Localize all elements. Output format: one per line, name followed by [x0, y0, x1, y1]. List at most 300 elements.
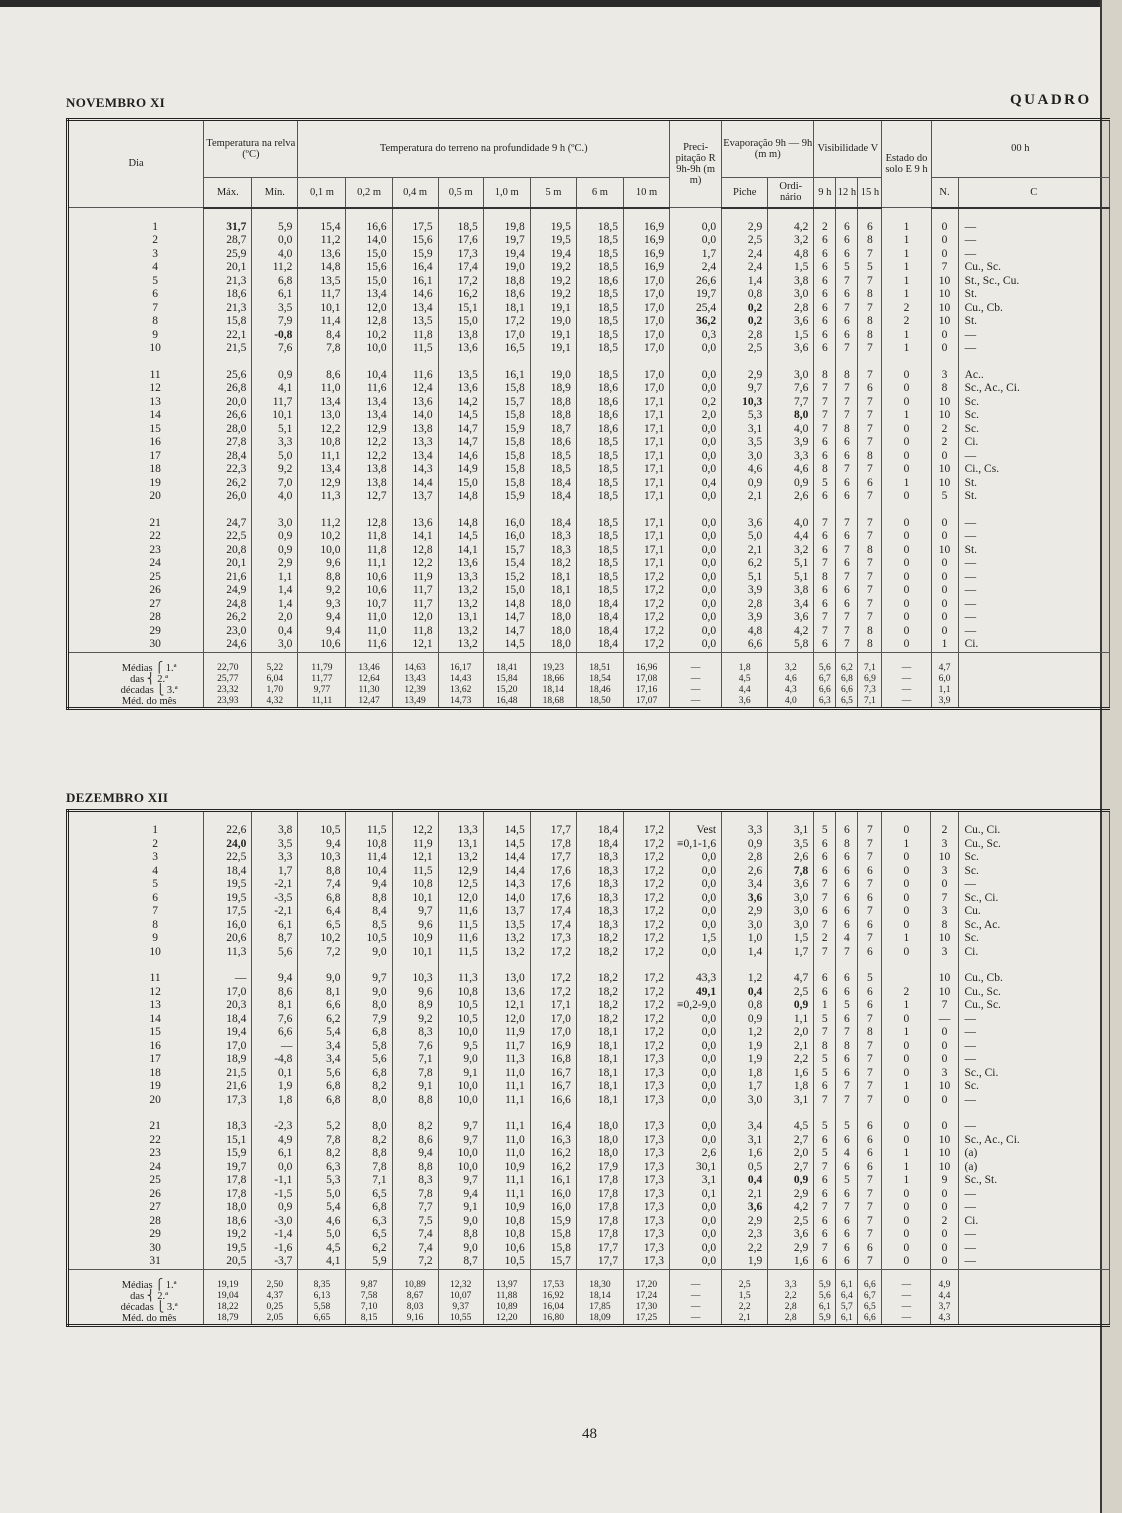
- table-cell: 2: [931, 436, 958, 450]
- table-cell: 0,0: [670, 517, 722, 531]
- table-cell: 0: [931, 571, 958, 585]
- table-cell: 0,0: [670, 382, 722, 396]
- table-cell: 6: [836, 905, 858, 919]
- table-cell: 5,0: [298, 1228, 346, 1242]
- table-cell: 14,3: [392, 463, 438, 477]
- table-cell: 10,9: [483, 1201, 530, 1215]
- table-cell: —: [958, 598, 1109, 612]
- table-cell: 12,2: [392, 811, 438, 838]
- table-cell: 6,6: [722, 638, 768, 652]
- table-cell: 6: [836, 208, 858, 235]
- table-cell: 7: [814, 1161, 836, 1175]
- table-cell: 17,7: [530, 851, 576, 865]
- table-cell: 16,2: [530, 1161, 576, 1175]
- average-cell: 18,30: [576, 1269, 623, 1291]
- table-cell: 4,1: [252, 382, 298, 396]
- table-cell: Sc.: [958, 1080, 1109, 1094]
- table-cell: 2,9: [768, 1188, 814, 1202]
- table-cell: 5: [858, 261, 882, 275]
- table-cell: 26,0: [204, 490, 252, 504]
- november-table: [66, 118, 1110, 710]
- average-cell: 2,1: [722, 1313, 768, 1326]
- day-cell: 30: [68, 1242, 204, 1256]
- table-row: [68, 342, 1110, 356]
- table-cell: 16,9: [623, 248, 669, 262]
- table-cell: 15,6: [346, 261, 392, 275]
- table-cell: 17,2: [438, 275, 483, 289]
- average-cell: 6,65: [298, 1313, 346, 1326]
- table-cell: 15,8: [530, 1242, 576, 1256]
- table-cell: 1: [882, 838, 931, 852]
- table-cell: 9,0: [298, 972, 346, 986]
- table-cell: 7: [814, 409, 836, 423]
- table-cell: -2,3: [252, 1120, 298, 1134]
- table-cell: 0: [931, 1201, 958, 1215]
- table-cell: Sc.: [958, 851, 1109, 865]
- table-cell: 17,2: [623, 865, 669, 879]
- table-cell: 17,2: [623, 878, 669, 892]
- table-cell: 11,2: [252, 261, 298, 275]
- table-cell: 13,2: [438, 625, 483, 639]
- table-cell: 17,7: [576, 1242, 623, 1256]
- table-cell: 1: [814, 999, 836, 1013]
- day-cell: 2: [68, 234, 204, 248]
- average-cell: 8,15: [346, 1313, 392, 1326]
- average-cell: —: [882, 1269, 931, 1291]
- day-cell: 12: [68, 986, 204, 1000]
- spacer-cell: [68, 356, 204, 369]
- average-cell: 17,07: [623, 696, 669, 709]
- table-cell: -0,8: [252, 329, 298, 343]
- table-row: [68, 1067, 1110, 1081]
- table-cell: 3,5: [722, 436, 768, 450]
- table-cell: 18,5: [576, 544, 623, 558]
- table-cell: 3,0: [768, 369, 814, 383]
- table-cell: 3,6: [768, 611, 814, 625]
- table-row: [68, 1201, 1110, 1215]
- table-row: [68, 865, 1110, 879]
- average-cell: 3,9: [931, 696, 958, 709]
- table-cell: 8,0: [346, 999, 392, 1013]
- table-cell: 5,1: [768, 571, 814, 585]
- average-cell: 2,2: [768, 1291, 814, 1302]
- table-cell: 0,0: [670, 865, 722, 879]
- table-cell: 5: [836, 1120, 858, 1134]
- table-cell: 18,9: [530, 382, 576, 396]
- table-cell: 3,0: [768, 892, 814, 906]
- table-cell: 7: [836, 1201, 858, 1215]
- table-cell: 17,0: [530, 1013, 576, 1027]
- table-cell: 0: [931, 234, 958, 248]
- table-cell: 6: [836, 1255, 858, 1269]
- table-cell: 0: [931, 1026, 958, 1040]
- table-cell: 8,2: [392, 1120, 438, 1134]
- spacer-cell: [958, 356, 1109, 369]
- day-cell: 17: [68, 450, 204, 464]
- table-cell: 17,3: [623, 1080, 669, 1094]
- spacer-cell: [68, 504, 204, 517]
- table-cell: 18,5: [576, 450, 623, 464]
- spacer-cell: [204, 504, 252, 517]
- table-cell: 7: [858, 1094, 882, 1108]
- table-cell: 11,3: [204, 946, 252, 960]
- average-cell: 1,8: [722, 652, 768, 674]
- table-cell: 16,9: [623, 208, 669, 235]
- table-cell: 16,8: [530, 1053, 576, 1067]
- table-cell: 13,7: [392, 490, 438, 504]
- table-cell: 6: [858, 986, 882, 1000]
- table-cell: 5,2: [298, 1120, 346, 1134]
- table-cell: 16,6: [346, 208, 392, 235]
- average-cell: 3,3: [768, 1269, 814, 1291]
- table-cell: 18,1: [576, 1053, 623, 1067]
- table-cell: 13,4: [298, 463, 346, 477]
- table-cell: 6: [814, 851, 836, 865]
- table-cell: 18,1: [576, 1040, 623, 1054]
- table-cell: 6: [814, 329, 836, 343]
- table-cell: 8: [931, 919, 958, 933]
- table-cell: St.: [958, 315, 1109, 329]
- table-cell: 18,2: [576, 999, 623, 1013]
- table-cell: 17,3: [623, 1120, 669, 1134]
- table-cell: 9,0: [346, 946, 392, 960]
- table-cell: 19,0: [530, 315, 576, 329]
- table-cell: —: [958, 1201, 1109, 1215]
- table-cell: 18,6: [576, 396, 623, 410]
- table-cell: 8,8: [346, 1147, 392, 1161]
- spacer-cell: [858, 504, 882, 517]
- table-cell: 9,2: [298, 584, 346, 598]
- table-cell: 3,3: [252, 436, 298, 450]
- header-precipitacao: Preci- pitação R 9h-9h (m m): [670, 120, 722, 208]
- day-cell: 16: [68, 436, 204, 450]
- table-cell: 10: [931, 1161, 958, 1175]
- table-cell: 6: [836, 1242, 858, 1256]
- table-cell: 17,2: [623, 972, 669, 986]
- table-row: [68, 1013, 1110, 1027]
- table-cell: 7: [931, 892, 958, 906]
- table-cell: 7: [858, 932, 882, 946]
- averages-row: [68, 1291, 1110, 1302]
- table-cell: 3,9: [722, 611, 768, 625]
- table-cell: 0: [931, 1188, 958, 1202]
- table-cell: 7: [858, 1040, 882, 1054]
- table-cell: 18,5: [576, 261, 623, 275]
- table-cell: 6: [836, 436, 858, 450]
- table-cell: 15,0: [346, 275, 392, 289]
- table-cell: 6: [836, 584, 858, 598]
- table-cell: 7: [814, 1094, 836, 1108]
- table-cell: 13,4: [392, 302, 438, 316]
- table-cell: 18,2: [576, 1013, 623, 1027]
- table-cell: 14,1: [438, 544, 483, 558]
- table-cell: 8,3: [392, 1174, 438, 1188]
- table-cell: 11,0: [346, 625, 392, 639]
- table-cell: 0: [882, 463, 931, 477]
- table-cell: 5: [836, 1174, 858, 1188]
- table-cell: 7: [836, 302, 858, 316]
- average-cell: 6,1: [814, 1302, 836, 1313]
- table-cell: 0: [882, 1242, 931, 1256]
- average-cell: 18,41: [483, 652, 530, 674]
- table-cell: 1,6: [768, 1255, 814, 1269]
- average-cell: 17,53: [530, 1269, 576, 1291]
- table-row: [68, 382, 1110, 396]
- average-cell: 1,5: [722, 1291, 768, 1302]
- table-cell: 2,9: [722, 369, 768, 383]
- table-cell: 18,3: [576, 851, 623, 865]
- table-cell: 7: [836, 1026, 858, 1040]
- average-cell: 9,77: [298, 685, 346, 696]
- table-cell: 4,4: [768, 530, 814, 544]
- spacer-cell: [836, 504, 858, 517]
- table-cell: 8,6: [392, 1134, 438, 1148]
- table-cell: 6: [836, 919, 858, 933]
- table-cell: 6: [858, 1120, 882, 1134]
- table-cell: 26,2: [204, 477, 252, 491]
- average-cell: 14,43: [438, 674, 483, 685]
- table-cell: 2: [931, 1215, 958, 1229]
- table-cell: 6: [836, 1053, 858, 1067]
- table-cell: 6: [814, 315, 836, 329]
- table-cell: 18,3: [576, 878, 623, 892]
- table-cell: 9,4: [298, 611, 346, 625]
- table-cell: —: [958, 329, 1109, 343]
- table-cell: Sc., Ci.: [958, 892, 1109, 906]
- table-cell: 17,2: [623, 851, 669, 865]
- table-cell: 6: [814, 288, 836, 302]
- spacer-cell: [298, 959, 346, 972]
- table-row: [68, 1120, 1110, 1134]
- table-cell: Cu., Sc.: [958, 986, 1109, 1000]
- average-cell: 12,39: [392, 685, 438, 696]
- table-cell: St.: [958, 490, 1109, 504]
- table-cell: 4,5: [298, 1242, 346, 1256]
- table-cell: 17,1: [623, 436, 669, 450]
- table-cell: —: [931, 1013, 958, 1027]
- table-cell: 21,3: [204, 302, 252, 316]
- table-cell: 28,0: [204, 423, 252, 437]
- table-cell: 18,5: [576, 436, 623, 450]
- table-cell: 18,0: [204, 1201, 252, 1215]
- table-cell: 9,7: [438, 1120, 483, 1134]
- table-cell: 0,9: [252, 530, 298, 544]
- table-cell: 13,6: [438, 382, 483, 396]
- day-cell: 9: [68, 329, 204, 343]
- average-cell: 5,6: [814, 1291, 836, 1302]
- table-cell: 25,4: [670, 302, 722, 316]
- table-cell: 13,0: [483, 972, 530, 986]
- table-cell: 5: [814, 1013, 836, 1027]
- table-cell: 17,8: [576, 1201, 623, 1215]
- average-cell: 4,32: [252, 696, 298, 709]
- table-cell: 3,6: [722, 892, 768, 906]
- table-cell: 6,6: [252, 1026, 298, 1040]
- table-row: [68, 584, 1110, 598]
- table-cell: 17,0: [623, 302, 669, 316]
- table-cell: 7,5: [392, 1215, 438, 1229]
- average-cell: 18,50: [576, 696, 623, 709]
- table-cell: 3,0: [722, 450, 768, 464]
- header-piche: Piche: [722, 178, 768, 208]
- average-cell: 18,46: [576, 685, 623, 696]
- table-cell: 14,4: [392, 477, 438, 491]
- table-cell: 6: [814, 865, 836, 879]
- table-cell: 11,7: [483, 1040, 530, 1054]
- table-cell: 6: [836, 972, 858, 986]
- table-cell: 3: [931, 905, 958, 919]
- table-cell: 6: [836, 1188, 858, 1202]
- table-cell: 17,0: [204, 1040, 252, 1054]
- table-cell: 25,9: [204, 248, 252, 262]
- table-cell: 0,9: [722, 1013, 768, 1027]
- table-cell: 17,2: [623, 1013, 669, 1027]
- table-cell: —: [958, 1242, 1109, 1256]
- table-cell: 7: [858, 571, 882, 585]
- spacer-cell: [670, 1107, 722, 1120]
- table-cell: 13,3: [438, 571, 483, 585]
- table-cell: 18,1: [530, 571, 576, 585]
- decade-spacer: [68, 356, 1110, 369]
- spacer-cell: [68, 1107, 204, 1120]
- table-cell: 24,0: [204, 838, 252, 852]
- table-cell: 10,5: [298, 811, 346, 838]
- table-cell: 7,1: [346, 1174, 392, 1188]
- table-cell: 1,6: [768, 1067, 814, 1081]
- table-cell: 11,7: [392, 584, 438, 598]
- day-cell: 12: [68, 382, 204, 396]
- table-cell: 7,9: [346, 1013, 392, 1027]
- day-cell: 22: [68, 1134, 204, 1148]
- average-cell: 6,7: [814, 674, 836, 685]
- table-cell: 1,5: [670, 932, 722, 946]
- table-cell: 10: [931, 1147, 958, 1161]
- table-cell: 6,8: [346, 1026, 392, 1040]
- table-cell: 7: [836, 625, 858, 639]
- table-cell: 13,2: [483, 932, 530, 946]
- table-cell: 18,4: [576, 598, 623, 612]
- table-cell: 6: [814, 584, 836, 598]
- table-cell: 6: [858, 892, 882, 906]
- table-cell: 7,6: [392, 1040, 438, 1054]
- table-cell: Cu., Sc.: [958, 261, 1109, 275]
- table-cell: 6: [836, 234, 858, 248]
- table-cell: 0: [882, 369, 931, 383]
- table-cell: 8: [858, 234, 882, 248]
- table-cell: 7: [858, 1201, 882, 1215]
- table-cell: 2,9: [252, 557, 298, 571]
- table-cell: 7: [858, 423, 882, 437]
- table-cell: 7: [814, 1026, 836, 1040]
- average-cell: 6,0: [931, 674, 958, 685]
- table-cell: 10: [931, 463, 958, 477]
- table-cell: 0,0: [670, 463, 722, 477]
- average-cell: 5,7: [836, 1302, 858, 1313]
- averages-label: décadas ⎩ 3.ª: [68, 1302, 204, 1313]
- table-cell: 17,2: [623, 811, 669, 838]
- table-cell: 10,8: [298, 436, 346, 450]
- table-cell: —: [958, 557, 1109, 571]
- table-cell: 22,6: [204, 811, 252, 838]
- table-cell: 17,3: [623, 1134, 669, 1148]
- table-cell: 2,3: [722, 1228, 768, 1242]
- table-cell: 17,4: [530, 919, 576, 933]
- table-cell: 1: [882, 288, 931, 302]
- average-cell: 6,6: [858, 1269, 882, 1291]
- table-cell: 9,1: [438, 1067, 483, 1081]
- spacer-cell: [931, 356, 958, 369]
- table-cell: 0,0: [252, 234, 298, 248]
- table-cell: St.: [958, 288, 1109, 302]
- table-cell: 28,4: [204, 450, 252, 464]
- table-cell: 15,7: [483, 544, 530, 558]
- table-cell: 4,6: [722, 463, 768, 477]
- table-cell: —: [958, 1120, 1109, 1134]
- day-cell: 8: [68, 919, 204, 933]
- table-cell: 18,1: [576, 1026, 623, 1040]
- spacer-cell: [483, 959, 530, 972]
- table-cell: 7: [858, 490, 882, 504]
- average-cell: 1,70: [252, 685, 298, 696]
- table-cell: 18,4: [576, 611, 623, 625]
- average-cell: 22,70: [204, 652, 252, 674]
- table-cell: 5: [931, 490, 958, 504]
- table-cell: 3: [931, 865, 958, 879]
- table-cell: 5: [814, 477, 836, 491]
- table-cell: —: [958, 1188, 1109, 1202]
- table-cell: 22,3: [204, 463, 252, 477]
- table-cell: 2,5: [768, 1215, 814, 1229]
- header-c: C: [958, 178, 1109, 208]
- average-cell: 8,67: [392, 1291, 438, 1302]
- table-cell: 5: [814, 1053, 836, 1067]
- table-cell: 6: [814, 1228, 836, 1242]
- average-cell: 6,8: [836, 674, 858, 685]
- table-cell: 7: [814, 625, 836, 639]
- table-cell: 9: [931, 1174, 958, 1188]
- table-cell: 26,2: [204, 611, 252, 625]
- day-cell: 5: [68, 275, 204, 289]
- table-cell: 11,6: [346, 638, 392, 652]
- table-cell: 18,0: [576, 1120, 623, 1134]
- table-cell: 3,3: [768, 450, 814, 464]
- table-cell: —: [958, 1228, 1109, 1242]
- table-cell: 11,1: [483, 1188, 530, 1202]
- table-cell: 17,3: [623, 1188, 669, 1202]
- table-row: [68, 972, 1110, 986]
- table-cell: 6,5: [346, 1228, 392, 1242]
- table-cell: 9,4: [252, 972, 298, 986]
- table-cell: 17,0: [623, 369, 669, 383]
- table-cell: 1,7: [768, 946, 814, 960]
- table-cell: 8: [836, 369, 858, 383]
- header-depth-5: 5 m: [530, 178, 576, 208]
- table-cell: —: [958, 1255, 1109, 1269]
- table-cell: 0,0: [670, 1242, 722, 1256]
- average-cell: —: [882, 674, 931, 685]
- day-cell: 19: [68, 477, 204, 491]
- table-cell: 3: [931, 946, 958, 960]
- quadro-title: QUADRO: [1010, 92, 1092, 108]
- table-cell: 0: [882, 450, 931, 464]
- table-cell: 3,8: [768, 584, 814, 598]
- table-cell: 12,9: [298, 477, 346, 491]
- table-cell: 1,4: [252, 584, 298, 598]
- average-cell: 17,85: [576, 1302, 623, 1313]
- table-cell: 18,3: [530, 530, 576, 544]
- table-cell: 1: [882, 248, 931, 262]
- table-cell: 18,5: [576, 302, 623, 316]
